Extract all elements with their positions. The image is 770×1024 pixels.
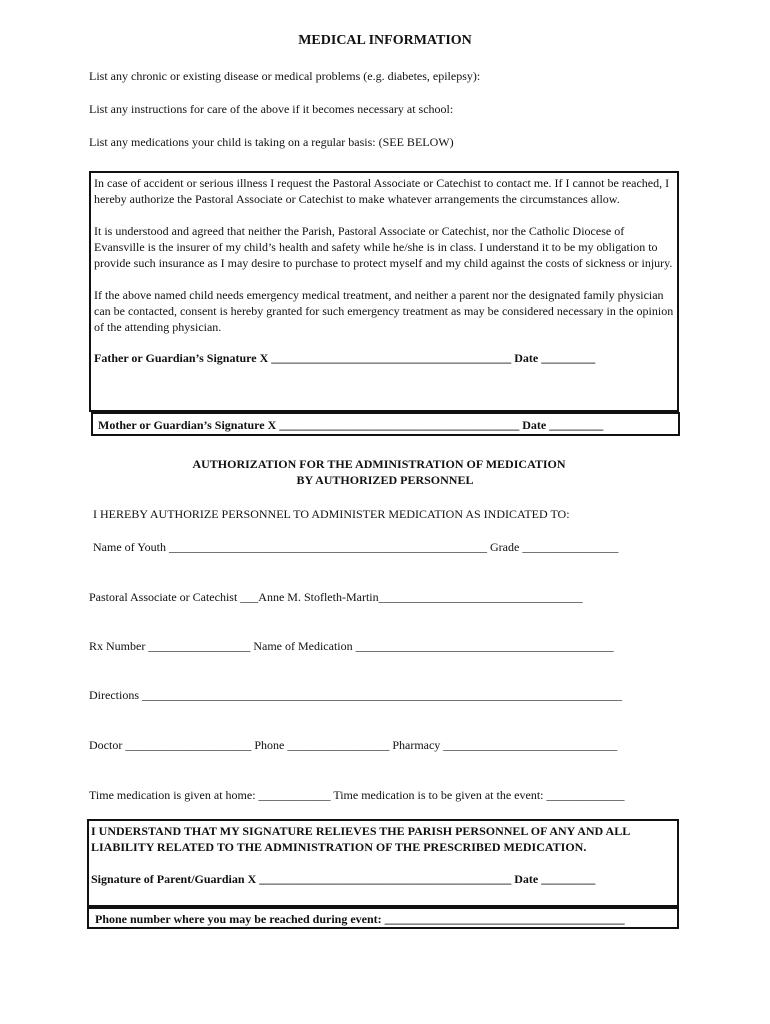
doctor-phone-pharmacy-field[interactable]: Doctor _____________________ Phone _________________ Pharmacy _____________________________ xyxy=(89,738,618,752)
liability-statement-line2: LIABILITY RELATED TO THE ADMINISTRATION OF THE PRESCRIBED MEDICATION. xyxy=(91,840,587,854)
mother-signature-line[interactable]: Mother or Guardian’s Signature X ________________________________________ Date _________ xyxy=(98,418,604,432)
rx-medication-field[interactable]: Rx Number _________________ Name of Medication ___________________________________________ xyxy=(89,639,614,653)
mother-signature-box xyxy=(91,412,680,436)
authorization-heading-line2: BY AUTHORIZED PERSONNEL xyxy=(296,473,474,487)
phone-box xyxy=(87,907,679,929)
pastoral-associate-field[interactable]: Pastoral Associate or Catechist ___Anne M. Stofleth-Martin__________________________________ xyxy=(89,590,583,604)
liability-box xyxy=(87,819,679,907)
question-chronic-disease: List any chronic or existing disease or medical problems (e.g. diabetes, epilepsy): xyxy=(89,69,481,83)
parent-signature-line[interactable]: Signature of Parent/Guardian X __________________________________________ Date _________ xyxy=(91,872,596,886)
authorization-intro: I HEREBY AUTHORIZE PERSONNEL TO ADMINISTER MEDICATION AS INDICATED TO: xyxy=(93,507,570,521)
consent-paragraph-contact: In case of accident or serious illness I request the Pastoral Associate or Catechist to contact me. If I cannot be reached, I hereby authorize the Pastoral Associate or Catechist to make whatever arrangements the circumstances allow. xyxy=(94,176,670,206)
directions-field[interactable]: Directions ________________________________________________________________________________ xyxy=(89,688,622,702)
consent-paragraph-insurance: It is understood and agreed that neither the Parish, Pastoral Associate or Catechist, nor the Catholic Diocese of Evansville is the insurer of my child’s health and safety while he/she is in class. I understand it to be my obligation to provide such insurance as I may desire to purchase to protect myself and my child against the costs of sickness or injury. xyxy=(94,224,673,270)
page-title: MEDICAL INFORMATION xyxy=(298,33,472,48)
question-care-instructions: List any instructions for care of the above if it becomes necessary at school: xyxy=(89,102,454,116)
name-of-youth-field[interactable]: Name of Youth _____________________________________________________ Grade ________________ xyxy=(93,540,619,554)
liability-statement-line1: I UNDERSTAND THAT MY SIGNATURE RELIEVES THE PARISH PERSONNEL OF ANY AND ALL xyxy=(91,824,631,838)
medication-time-field[interactable]: Time medication is given at home: ____________ Time medication is to be given at the event: _____________ xyxy=(89,788,625,802)
phone-number-field[interactable]: Phone number where you may be reached during event: ________________________________________ xyxy=(95,912,625,926)
consent-box xyxy=(89,171,679,412)
consent-paragraph-emergency: If the above named child needs emergency medical treatment, and neither a parent nor the designated family physician can be contacted, consent is hereby granted for such emergency treatment as may be considered necessary in the opinion of the attending physician. xyxy=(94,288,674,334)
question-medications: List any medications your child is taking on a regular basis: (SEE BELOW) xyxy=(89,135,454,149)
father-signature-line[interactable]: Father or Guardian’s Signature X ________________________________________ Date _________ xyxy=(94,351,596,365)
authorization-heading-line1: AUTHORIZATION FOR THE ADMINISTRATION OF MEDICATION xyxy=(192,457,566,471)
